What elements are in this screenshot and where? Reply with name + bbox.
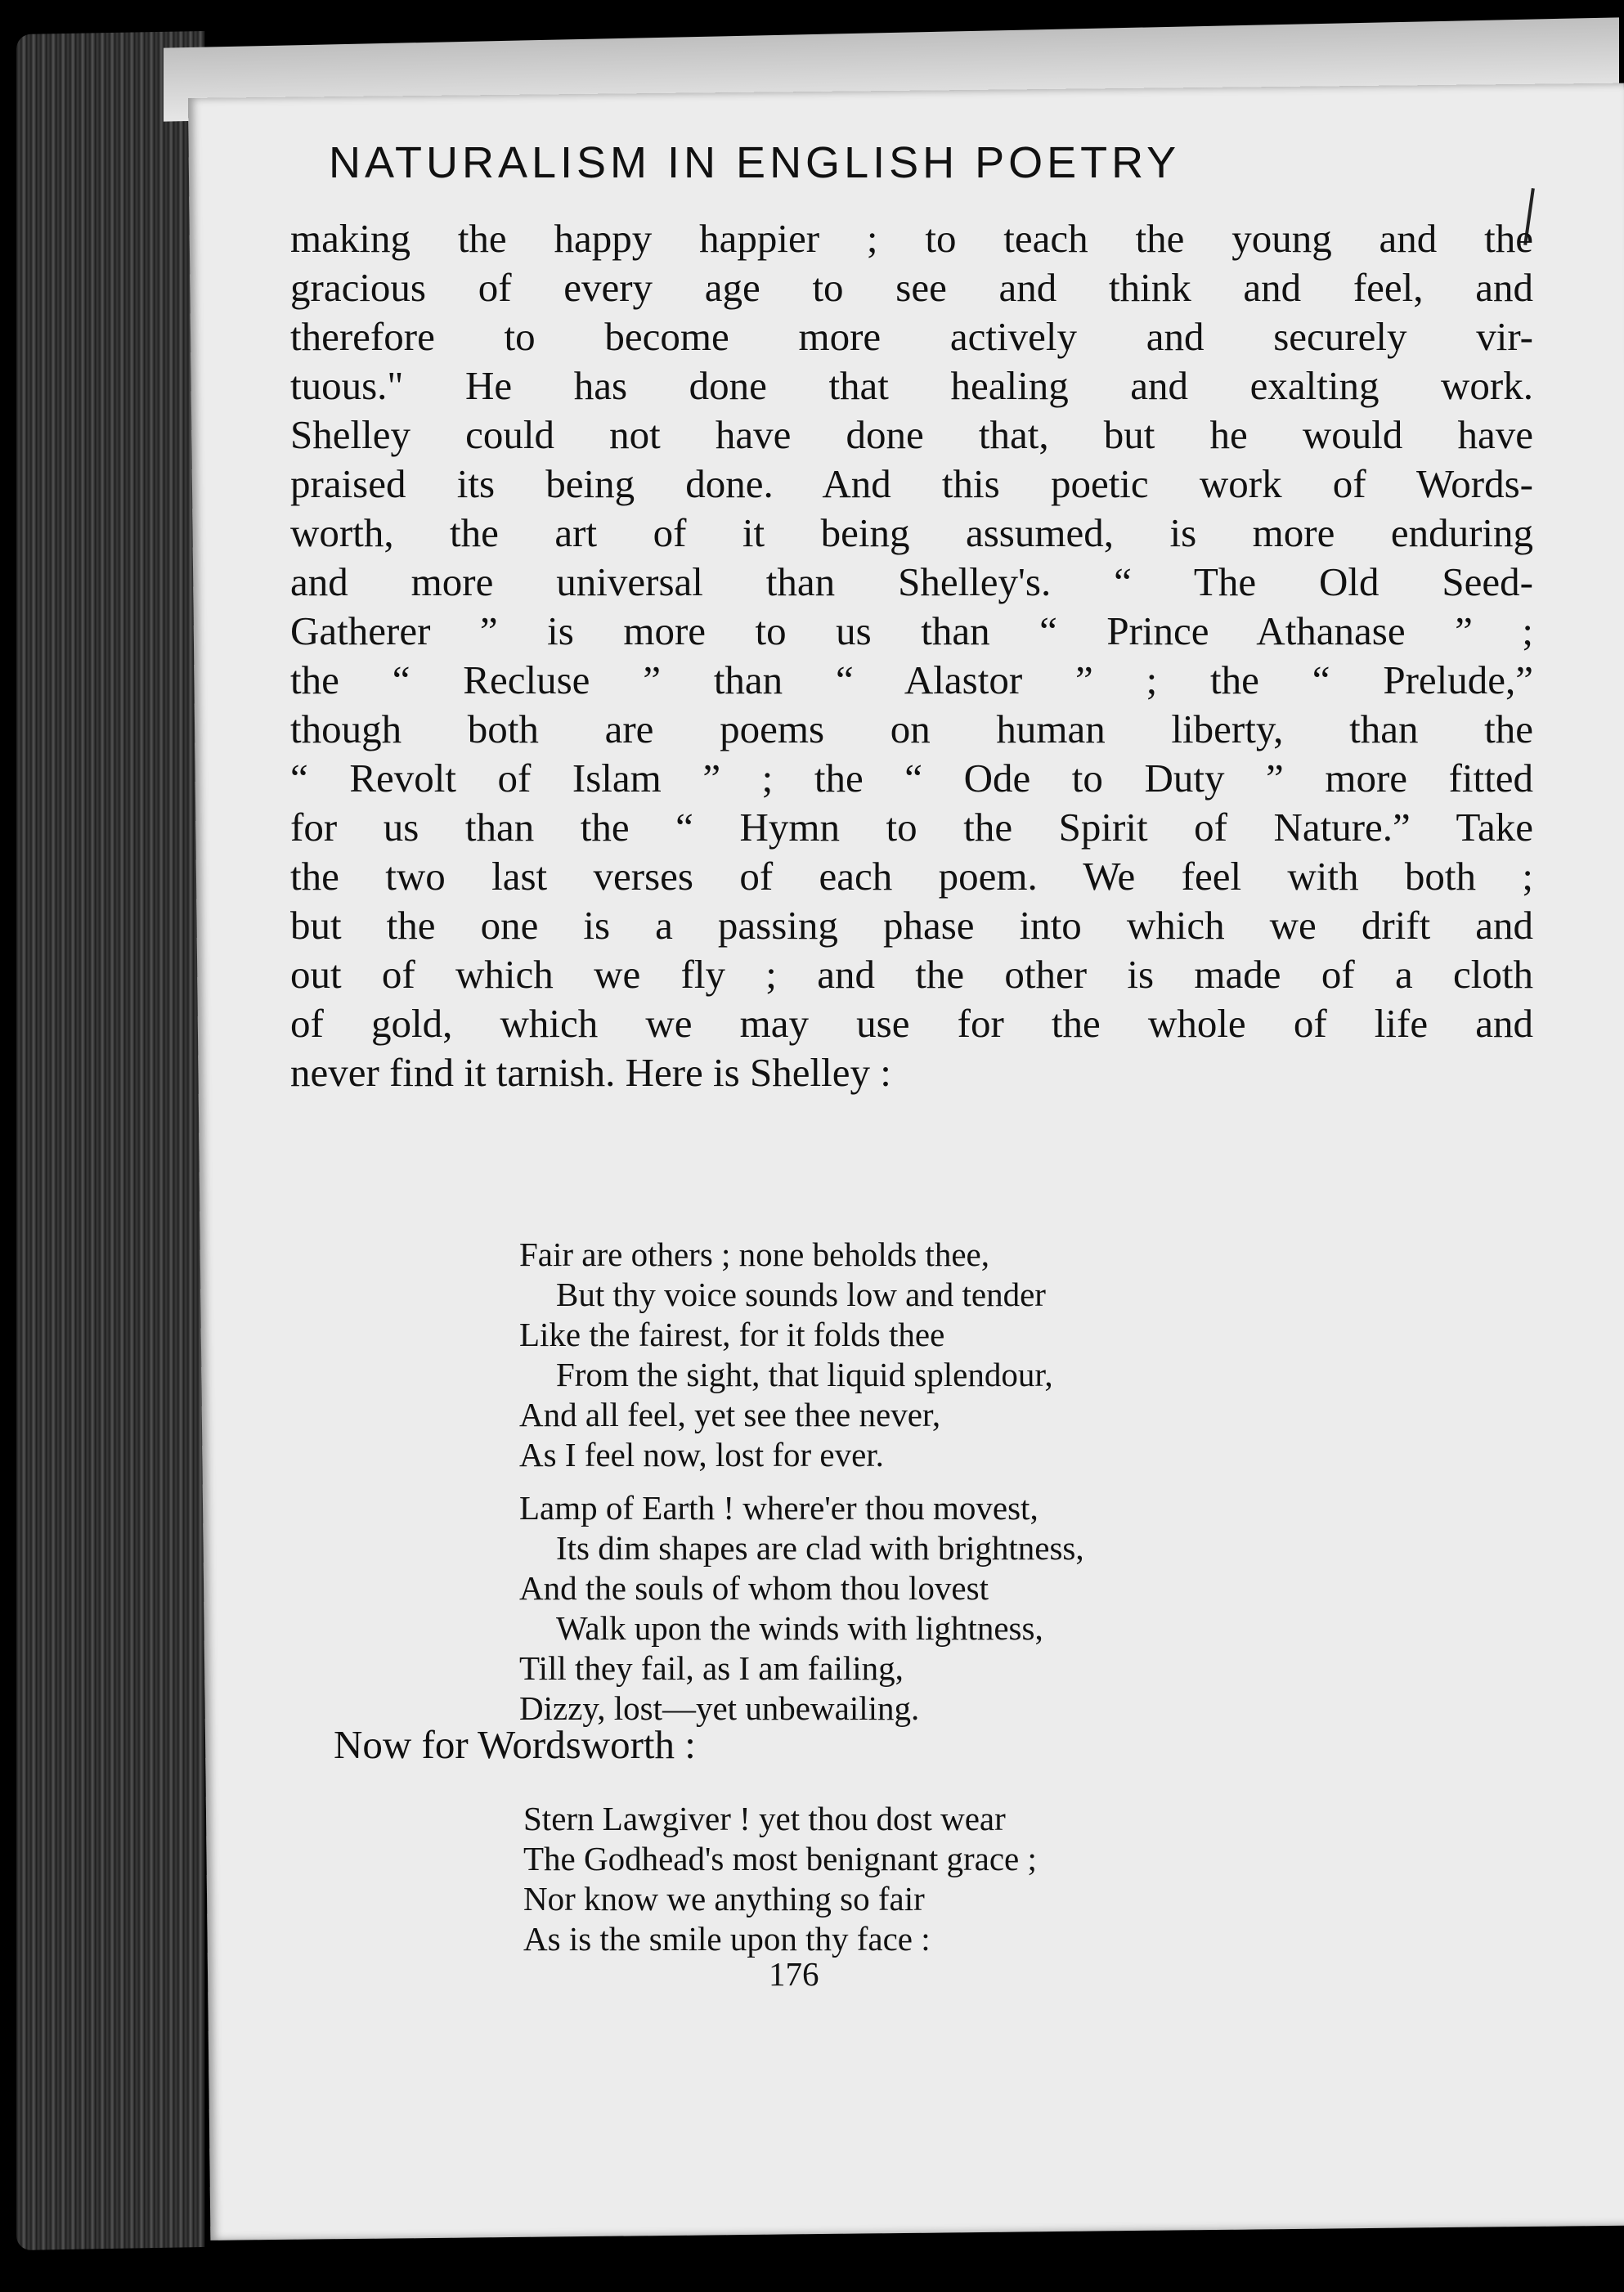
verse-line: Like the fairest, for it folds thee bbox=[519, 1316, 945, 1353]
verse-line: The Godhead's most benignant grace ; bbox=[523, 1840, 1037, 1877]
text-line: making the happy happier ; to teach the young and the bbox=[290, 216, 1533, 261]
verse-line: Walk upon the winds with lightness, bbox=[556, 1609, 1043, 1647]
text-line: though both are poems on human liberty, than the bbox=[290, 706, 1533, 751]
book-page-edges bbox=[16, 31, 204, 2250]
text-line: therefore to become more actively and securely vir- bbox=[290, 314, 1533, 359]
verse-line: Till they fail, as I am failing, bbox=[519, 1649, 904, 1687]
text-line: the two last verses of each poem. We feel with both ; bbox=[290, 854, 1533, 899]
text-line: but the one is a passing phase into which we drift and bbox=[290, 903, 1533, 948]
text-line: never find it tarnish. Here is Shelley : bbox=[290, 1050, 891, 1095]
text-line: for us than the “ Hymn to the Spirit of Nature.” Take bbox=[290, 805, 1533, 850]
text-line: out of which we fly ; and the other is made of a cloth bbox=[290, 952, 1533, 997]
wordsworth-verse bbox=[523, 1799, 1037, 1959]
verse-line: Dizzy, lost—yet unbewailing. bbox=[519, 1689, 920, 1727]
text-line: Gatherer ” is more to us than “ Prince Athanase ” ; bbox=[290, 608, 1533, 653]
page-number: 176 bbox=[769, 1955, 819, 1993]
transition-line: Now for Wordsworth : bbox=[334, 1722, 696, 1767]
verse-line: Fair are others ; none beholds thee, bbox=[519, 1236, 989, 1273]
text-line: of gold, which we may use for the whole of life and bbox=[290, 1001, 1533, 1046]
running-head: NATURALISM IN ENGLISH POETRY bbox=[329, 138, 1181, 187]
text-line: praised its being done. And this poetic work of Words- bbox=[290, 461, 1533, 506]
text-line: “ Revolt of Islam ” ; the “ Ode to Duty ” more fitted bbox=[290, 756, 1533, 801]
text-line: tuous." He has done that healing and exalting work. bbox=[290, 363, 1533, 408]
verse-line: Nor know we anything so fair bbox=[523, 1880, 925, 1917]
verse-line: Stern Lawgiver ! yet thou dost wear bbox=[523, 1800, 1006, 1837]
verse-line: Lamp of Earth ! where'er thou movest, bbox=[519, 1489, 1039, 1527]
text-line: the “ Recluse ” than “ Alastor ” ; the “ Prelude,” bbox=[290, 657, 1533, 702]
verse-line: But thy voice sounds low and tender bbox=[556, 1276, 1046, 1313]
text-line: and more universal than Shelley's. “ The Old Seed- bbox=[290, 559, 1533, 604]
text-line: worth, the art of it being assumed, is more enduring bbox=[290, 510, 1533, 555]
body-text bbox=[290, 214, 1533, 1097]
verse-line: And the souls of whom thou lovest bbox=[519, 1569, 989, 1607]
verse-line: Its dim shapes are clad with brightness, bbox=[556, 1529, 1084, 1567]
text-line: gracious of every age to see and think and feel, and bbox=[290, 265, 1533, 310]
verse-line: As I feel now, lost for ever. bbox=[519, 1436, 884, 1473]
stanza bbox=[519, 1488, 1084, 1729]
verse-line: And all feel, yet see thee never, bbox=[519, 1396, 941, 1433]
stanza bbox=[519, 1235, 1084, 1475]
text-line: Shelley could not have done that, but he would have bbox=[290, 412, 1533, 457]
shelley-verse bbox=[519, 1235, 1084, 1742]
verse-line: As is the smile upon thy face : bbox=[523, 1920, 931, 1958]
verse-line: From the sight, that liquid splendour, bbox=[556, 1356, 1053, 1393]
